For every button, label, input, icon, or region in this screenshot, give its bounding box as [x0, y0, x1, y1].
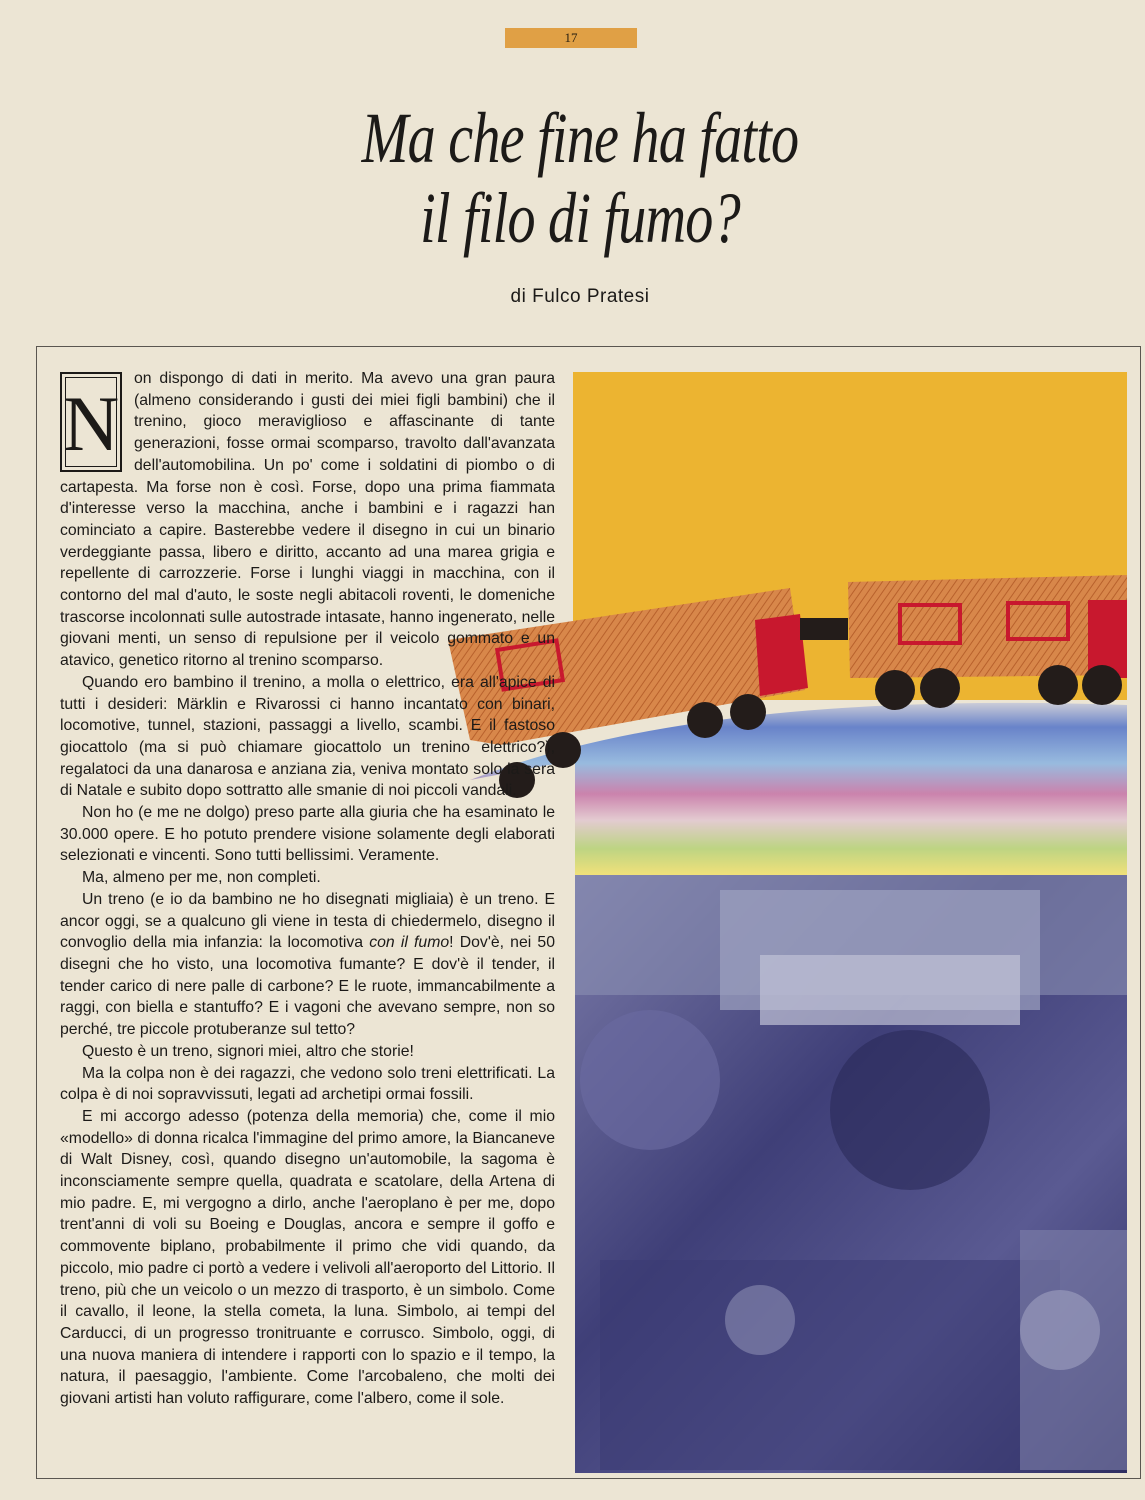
paragraph-1: on dispongo di dati in merito. Ma avevo una gran paura (almeno considerando i gusti dei miei figli bambini) che il trenino, gioco meraviglioso e affascinante di tante generazioni, fosse ormai scomparso, travolto dall'avanzata dell'automobilina. Un po' come i soldatini di piombo o di cartapesta. Ma forse non è così. Forse, dopo una prima fiammata d'interesse verso la macchina, anche i bambini e i ragazzi han cominciato a capire. Basterebbe vedere il disegno in cui un binario verdeggiante passa, libero e diritto, accanto ad una marea grigia e repellente di carrozzerie. Forse i lunghi viaggi in macchina, con il contorno del mal d'auto, le soste negli abitacoli roventi, le domeniche trascorse incolonnati sulle autostrade intasate, hanno ingenerato, nelle giovani menti, un senso di repulsione per il veicolo gommato e un atavico, genetico ritorno al trenino scomparso. [60, 370, 555, 670]
title-line-2: il filo di fumo? [420, 178, 740, 258]
page-number: 17 [505, 28, 637, 48]
paragraph-5 [60, 889, 555, 1041]
train-coupling [800, 618, 848, 640]
paragraph-4: Ma, almeno per me, non completi. [82, 869, 321, 887]
paragraph-2: Quando ero bambino il trenino, a molla o elettrico, era all'apice di tutti i desideri: Märklin e Rivarossi ci hanno incantato con binari, locomotive, tunnel, stazioni, passaggi a livello, scambi. E il fastoso giocattolo (ma si può chiamare giocattolo un trenino elettrico?), regalatoci da una danarosa e anziana zia, veniva montato solo la sera di Natale e subito dopo sottratto alle smanie di noi piccoli vandali. [60, 673, 555, 800]
paragraph-6: Questo è un treno, signori miei, altro che storie! [82, 1042, 414, 1060]
paragraph-7: Ma la colpa non è dei ragazzi, che vedono solo treni elettrificati. La colpa è di noi sopravvissuti, legati ad archetipi ormai fossili. [60, 1064, 555, 1104]
article-body [60, 368, 555, 1410]
drop-cap-letter: N [62, 380, 120, 467]
paragraph-5-before: Un treno (e io da bambino ne ho disegnati migliaia) è un treno. E ancor oggi, se a qualcuno gli viene in testa di chiedermelo, disegno il convoglio della mia infanzia: la locomotiva [60, 890, 555, 952]
title-line-1: Ma che fine ha fatto [361, 98, 799, 178]
paragraph-5-after: ! Dov'è, nei 50 disegni che ho visto, una locomotiva fumante? E dov'è il tender, il tender carico di nere palle di carbone? E le ruote, immancabilmente a raggi, con biella e stantuffo? E i vagoni che avevano sempre, non so perché, tre piccole protuberanze sul tetto? [60, 934, 555, 1039]
byline: di Fulco Pratesi [510, 286, 650, 307]
paragraph-8: E mi accorgo adesso (potenza della memoria) che, come il mio «modello» di donna ricalca l'immagine del primo amore, la Biancaneve di Walt Disney, così, quando disegno un'automobile, la sagoma è inconsciamente sempre quella, quadrata e scatolare, della Artena di mio padre. E, mi vergogno a dirlo, anche l'aeroplano è per me, dopo trent'anni di voli su Boeing e Douglas, ancora e sempre il goffo e commovente biplano, probabilmente il primo che vidi quando, da piccolo, mio padre ci portò a vedere i velivoli all'aeroporto del Littorio. Il treno, più che un veicolo o un mezzo di trasporto, è un simbolo. Come il cavallo, il leone, la stella cometa, la luna. Simbolo, ai tempi del Carducci, di un progresso tronitruante e corrusco. Simbolo, oggi, di una nuova maniera di intendere i rapporti con lo spazio e il tempo, la natura, il paesaggio, l'ambiente. Come l'arcobaleno, che molti dei giovani artisti han voluto raffigurare, come l'albero, come il sole. [60, 1107, 555, 1408]
drop-cap [60, 372, 122, 472]
paragraph-5-emphasis: con il fumo [369, 934, 450, 952]
paragraph-3: Non ho (e me ne dolgo) preso parte alla giuria che ha esaminato le 30.000 opere. E ho potuto prendere visione solamente degli elaborati selezionati e vincenti. Sono tutti bellissimi. Veramente. [60, 804, 555, 865]
